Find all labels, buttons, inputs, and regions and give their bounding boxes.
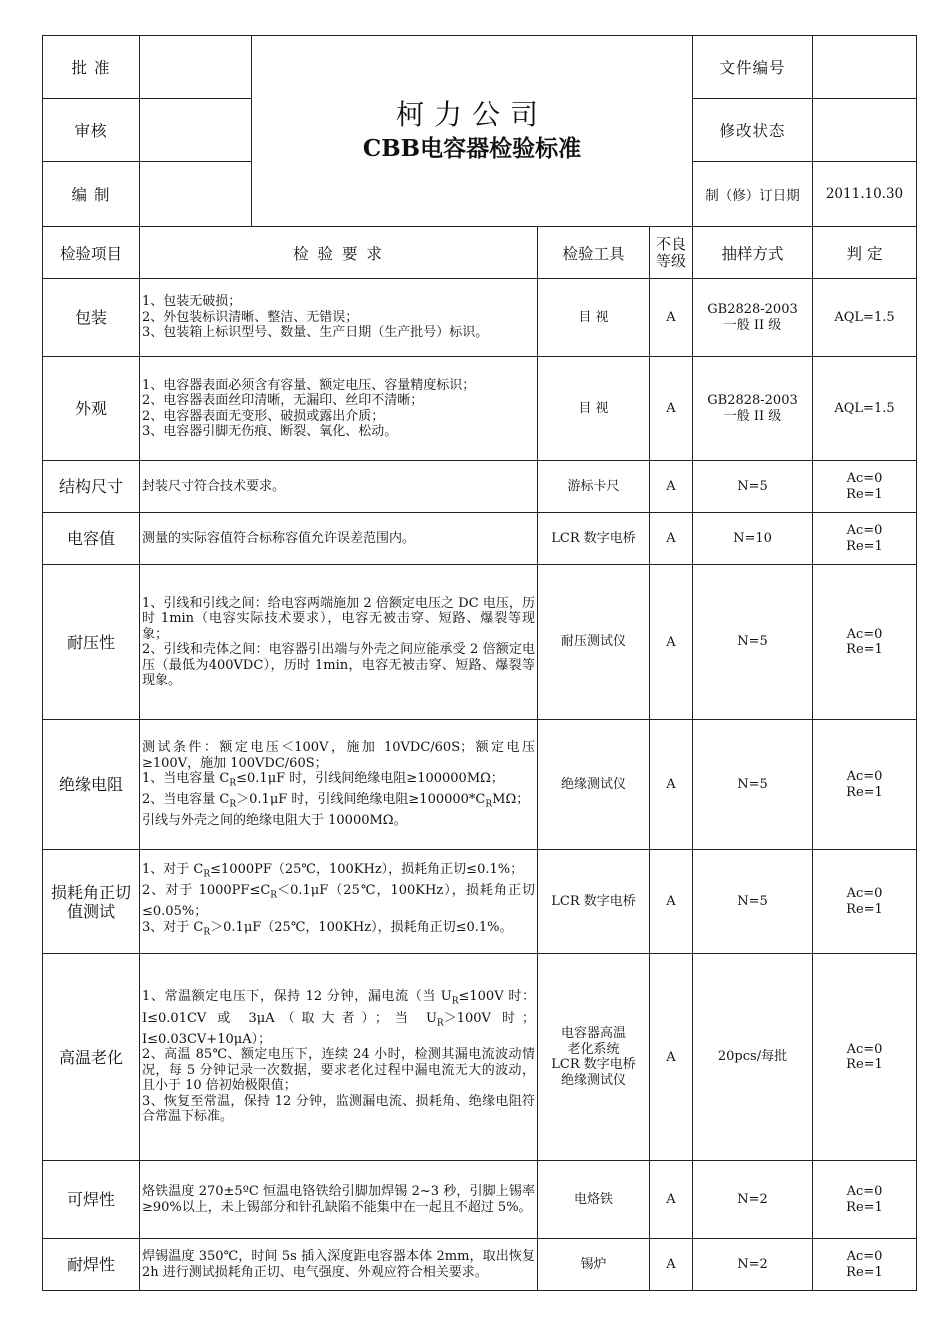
requirement-line: 1、当电容量 $C_R\le 0.1\mu F$ 时，引线间绝缘电阻≥100000MΩ； (142, 771, 504, 789)
defect-grade: A (650, 279, 693, 357)
inspection-item: 损耗角正切值测试 (43, 850, 140, 954)
requirement-line: 1、引线和引线之间：给电容两端施加 2 倍额定电压之 DC 电压，历时 1min（电容实际技术要求），电容无被击穿、短路、爆裂等现象； (142, 595, 535, 642)
tool-line: 游标卡尺 (567, 478, 620, 494)
inspection-requirement (140, 954, 538, 1161)
requirement-line: 2、电容器表面无变形、破损或露出介质； (142, 408, 385, 424)
title-block (252, 36, 693, 227)
judge-line: Re=1 (846, 901, 883, 917)
requirement-line: 2、当电容量 $C_R>0.1\mu F$ 时，引线间绝缘电阻$\ge 100000*C_RM\Omega$； (142, 792, 530, 810)
defect-grade: A (650, 850, 693, 954)
rev-status-label: 修改状态 (693, 99, 813, 162)
requirement-line: 烙铁温度 270±5ºC 恒温电铬铁给引脚加焊锡 2~3 秒，引脚上锡率≥90%以上，未上锡部分和针孔缺陷不能集中在一起且不超过 5%。 (142, 1184, 535, 1215)
tool-line: 老化系统 (567, 1041, 620, 1057)
inspection-requirement (140, 461, 538, 513)
sampling-line: N=5 (737, 776, 768, 792)
sampling-line: N=5 (737, 893, 768, 909)
inspection-item: 电容值 (43, 513, 140, 565)
inspection-requirement (140, 850, 538, 954)
sampling-method (693, 565, 813, 720)
sampling-line: GB2828-2003 (707, 393, 798, 408)
judgement (813, 565, 917, 720)
review-label: 审核 (43, 99, 140, 162)
inspection-tool (538, 279, 650, 357)
inspection-requirement (140, 513, 538, 565)
judgement (813, 1239, 917, 1291)
requirement-line: 1、包装无破损； (142, 294, 242, 310)
judgement (813, 1161, 917, 1239)
defect-grade: A (650, 1161, 693, 1239)
inspection-item: 外观 (43, 357, 140, 461)
requirement-line: 测量的实际容值符合标称容值允许误差范围内。 (142, 530, 416, 546)
tool-line: 锡炉 (580, 1256, 607, 1272)
defect-grade: A (650, 565, 693, 720)
inspection-item: 可焊性 (43, 1161, 140, 1239)
approve-label: 批 准 (43, 36, 140, 99)
defect-grade: A (650, 954, 693, 1161)
judge-line: Re=1 (846, 1264, 883, 1280)
inspection-tool (538, 513, 650, 565)
inspection-row (43, 850, 917, 954)
sampling-line: 一般 II 级 (723, 317, 782, 333)
judge-line: AQL=1.5 (834, 400, 895, 416)
document-title: CBB电容器检验标准 (362, 135, 582, 162)
sampling-line: N=10 (733, 530, 772, 546)
col-requirement: 检 验 要 求 (140, 227, 538, 279)
inspection-item: 结构尺寸 (43, 461, 140, 513)
sampling-method (693, 720, 813, 850)
sampling-line: N=5 (737, 634, 768, 650)
tool-line: 电容器高温 (560, 1026, 626, 1041)
requirement-line: 3、对于 $C_R>0.1\mu F(25℃$，100KHz），损耗角正切≤0.1%。 (142, 919, 513, 938)
judgement (813, 954, 917, 1161)
judgement (813, 850, 917, 954)
inspection-row (43, 1239, 917, 1291)
judge-line: Re=1 (846, 538, 883, 554)
column-header-row (43, 227, 917, 279)
sampling-method (693, 279, 813, 357)
col-sampling: 抽样方式 (693, 227, 813, 279)
inspection-tool (538, 461, 650, 513)
inspection-row (43, 565, 917, 720)
judge-line: Ac=0 (846, 523, 883, 538)
col-item: 检验项目 (43, 227, 140, 279)
judgement (813, 461, 917, 513)
tool-line: 目 视 (578, 309, 609, 325)
sampling-method (693, 1161, 813, 1239)
sampling-method (693, 513, 813, 565)
tool-line: LCR 数字电桥 (551, 530, 636, 546)
inspection-tool (538, 720, 650, 850)
inspection-row (43, 357, 917, 461)
judgement (813, 720, 917, 850)
judge-line: Ac=0 (846, 1184, 883, 1199)
inspection-requirement (140, 720, 538, 850)
judge-line: Ac=0 (846, 769, 883, 784)
sampling-line: GB2828-2003 (707, 302, 798, 317)
judge-line: AQL=1.5 (834, 309, 895, 325)
requirement-line: 2、高温 85℃、额定电压下，连续 24 小时，检测其漏电流波动情况，每 5 分钟记录一次数据，要求老化过程中漏电流无大的波动，且小于 10 倍初始极限值； (142, 1047, 535, 1094)
rev-status-value (813, 99, 917, 162)
judge-line: Re=1 (846, 1057, 883, 1072)
inspection-item: 绝缘电阻 (43, 720, 140, 850)
sampling-method (693, 954, 813, 1161)
sampling-line: 一般 II 级 (723, 408, 782, 424)
defect-grade: A (650, 720, 693, 850)
inspection-row (43, 954, 917, 1161)
sampling-line: N=2 (737, 1191, 768, 1207)
tool-line: 绝缘测试仪 (560, 776, 626, 792)
col-grade: 不良等级 (650, 227, 693, 279)
inspection-row (43, 279, 917, 357)
requirement-line: 1、电容器表面必须含有容量、额定电压、容量精度标识； (142, 377, 476, 393)
inspection-item: 耐压性 (43, 565, 140, 720)
tool-line: LCR 数字电桥 (551, 1057, 636, 1072)
inspection-tool (538, 357, 650, 461)
sampling-line: 20pcs/每批 (717, 1049, 788, 1065)
judgement (813, 357, 917, 461)
inspection-row (43, 461, 917, 513)
inspection-requirement (140, 1239, 538, 1291)
header-row-approve (43, 36, 917, 99)
requirement-line: 3、电容器引脚无伤痕、断裂、氧化、松动。 (142, 424, 398, 439)
judgement (813, 513, 917, 565)
judge-line: Re=1 (846, 486, 883, 502)
doc-no-label: 文件编号 (693, 36, 813, 99)
inspection-row (43, 720, 917, 850)
requirement-line: 2、外包装标识清晰、整洁、无错误； (142, 309, 359, 325)
requirement-line: 2、对于 $1000PF\le C_R<0.1\mu F(25℃$，100KHz），损耗角正切≤0.05%； (142, 883, 535, 920)
judge-line: Ac=0 (846, 471, 883, 486)
doc-no-value (813, 36, 917, 99)
tool-line: LCR 数字电桥 (551, 893, 636, 909)
sampling-method (693, 357, 813, 461)
col-tool: 检验工具 (538, 227, 650, 279)
tool-line: 绝缘测试仪 (560, 1072, 626, 1088)
inspection-table (42, 35, 917, 1291)
inspection-tool (538, 850, 650, 954)
requirement-line: 封装尺寸符合技术要求。 (142, 478, 286, 494)
inspection-tool (538, 1161, 650, 1239)
inspection-requirement (140, 1161, 538, 1239)
date-label: 制（修）订日期 (693, 162, 813, 227)
inspection-requirement (140, 565, 538, 720)
approve-value (140, 36, 252, 99)
defect-grade: A (650, 461, 693, 513)
sampling-method (693, 1239, 813, 1291)
judge-line: Re=1 (846, 642, 883, 657)
requirement-line: 1、常温额定电压下，保持 12 分钟，漏电流（当 $U_R\le 100V$ 时：I≤0.01CV 或 3μA（取大者）；当 $U_R>100V$ 时；I≤0.03CV+10μA）； (142, 989, 535, 1047)
review-value (140, 99, 252, 162)
requirement-line: 3、包装箱上标识型号、数量、生产日期（生产批号）标识。 (142, 325, 489, 341)
judge-line: Ac=0 (846, 886, 883, 901)
sampling-line: N=2 (737, 1256, 768, 1272)
inspection-tool (538, 1239, 650, 1291)
compile-label: 编 制 (43, 162, 140, 227)
judge-line: Ac=0 (846, 626, 883, 642)
inspection-item: 包装 (43, 279, 140, 357)
inspection-standard-sheet (42, 35, 916, 1291)
judge-line: Ac=0 (846, 1041, 883, 1057)
inspection-row (43, 513, 917, 565)
requirement-line: 引线与外壳之间的绝缘电阻大于 10000MΩ。 (142, 813, 407, 829)
col-judge: 判 定 (813, 227, 917, 279)
sampling-method (693, 461, 813, 513)
inspection-item: 高温老化 (43, 954, 140, 1161)
defect-grade: A (650, 513, 693, 565)
tool-line: 电烙铁 (573, 1191, 613, 1207)
inspection-tool (538, 565, 650, 720)
compile-value (140, 162, 252, 227)
inspection-rows (43, 279, 917, 1291)
requirement-line: 1、对于 $C_R\le 1000PF(25℃$，100KHz），损耗角正切≤0.1%； (142, 862, 524, 880)
tool-line: 目 视 (578, 400, 609, 416)
judgement (813, 279, 917, 357)
date-value: 2011.10.30 (813, 162, 917, 227)
requirement-line: 测试条件：额定电压＜100V，施加 10VDC/60S；额定电压≥100V，施加 100VDC/60S； (142, 740, 535, 771)
requirement-line: 3、恢复至常温，保持 12 分钟，监测漏电流、损耗角、绝缘电阻符合常温下标准。 (142, 1093, 535, 1125)
company-name: 柯力公司 (395, 98, 548, 131)
inspection-tool (538, 954, 650, 1161)
tool-line: 耐压测试仪 (560, 634, 626, 650)
inspection-requirement (140, 279, 538, 357)
inspection-item: 耐焊性 (43, 1239, 140, 1291)
judge-line: Re=1 (846, 1199, 883, 1215)
requirement-line: 2、电容器表面丝印清晰，无漏印、丝印不清晰； (142, 393, 424, 408)
inspection-requirement (140, 357, 538, 461)
requirement-line: 焊锡温度 350℃，时间 5s 插入深度距电容器本体 2mm，取出恢复 2h 进行测试损耗角正切、电气强度、外观应符合相关要求。 (142, 1249, 535, 1280)
judge-line: Ac=0 (846, 1249, 883, 1264)
sampling-method (693, 850, 813, 954)
sampling-line: N=5 (737, 478, 768, 494)
inspection-row (43, 1161, 917, 1239)
defect-grade: A (650, 357, 693, 461)
defect-grade: A (650, 1239, 693, 1291)
judge-line: Re=1 (846, 784, 883, 800)
requirement-line: 2、引线和壳体之间：电容器引出端与外壳之间应能承受 2 倍额定电压（最低为400VDC），历时 1min，电容无被击穿、短路、爆裂等现象。 (142, 642, 535, 688)
